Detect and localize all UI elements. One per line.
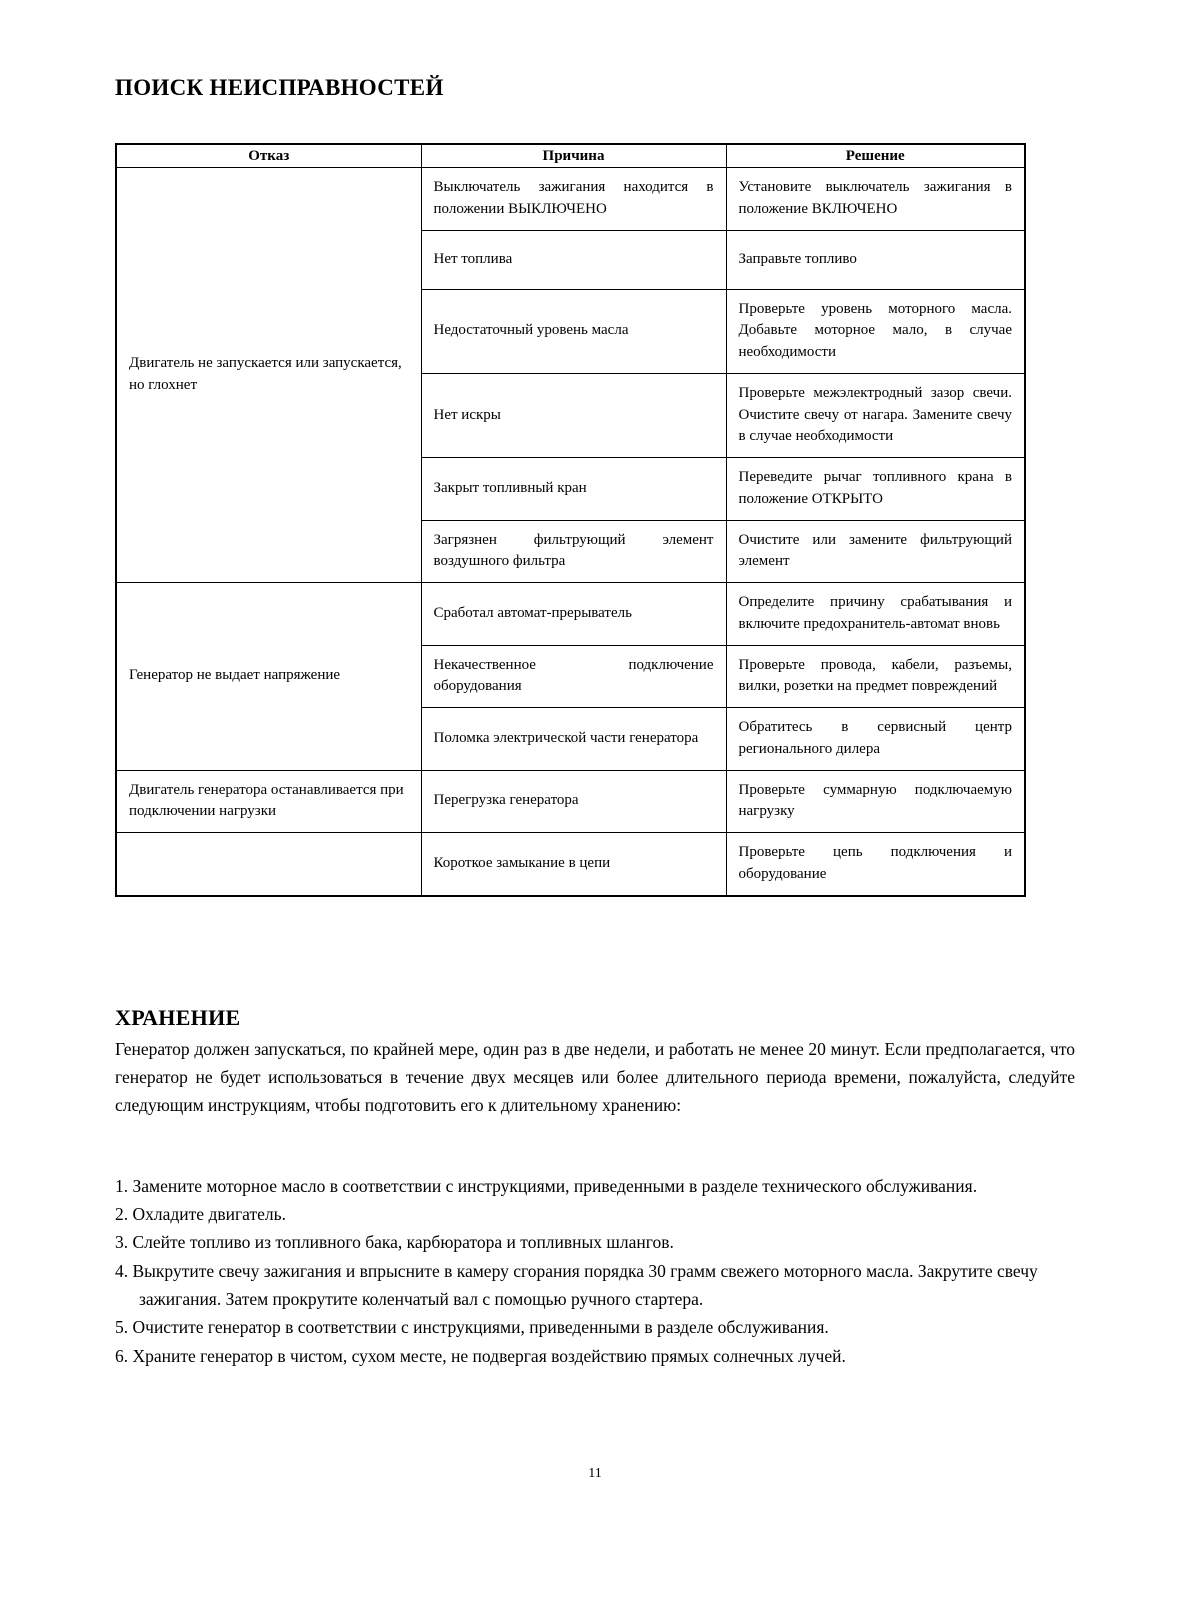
solution-cell: Очистите или замените фильтрующий элемент bbox=[726, 520, 1025, 583]
failure-cell: Генератор не выдает напряжение bbox=[116, 583, 421, 771]
cause-cell: Сработал автомат-прерыватель bbox=[421, 583, 726, 646]
storage-step-item: Слейте топливо из топливного бака, карбюратора и топливных шлангов. bbox=[132, 1232, 674, 1253]
failure-cell bbox=[116, 833, 421, 896]
solution-cell: Проверьте суммарную подключаемую нагрузку bbox=[726, 770, 1025, 833]
cause-cell: Поломка электрической части генератора bbox=[421, 708, 726, 771]
cause-cell: Короткое замыкание в цепи bbox=[421, 833, 726, 896]
cause-cell: Перегрузка генератора bbox=[421, 770, 726, 833]
cause-cell: Нет топлива bbox=[421, 230, 726, 289]
table-row bbox=[116, 833, 1025, 896]
failure-cell: Двигатель не запускается или запускается, но глохнет bbox=[116, 168, 421, 583]
storage-step-item: Храните генератор в чистом, сухом месте, не подвергая воздействию прямых солнечных лучей. bbox=[132, 1345, 846, 1366]
storage-heading: ХРАНЕНИЕ bbox=[115, 1004, 241, 1030]
solution-cell: Проверьте межэлектродный зазор свечи. Очистите свечу от нагара. Замените свечу в случае необходимости bbox=[726, 373, 1025, 457]
storage-step-item: Выкрутите свечу зажигания и впрысните в камеру сгорания порядка 30 грамм свежего моторного масла. Закрутите свечу зажигания. Затем прокрутите коленчатый вал с помощью ручного стартера. bbox=[132, 1260, 1038, 1309]
cause-cell: Некачественное подключение оборудования bbox=[421, 645, 726, 708]
solution-cell: Обратитесь в сервисный центр регионального дилера bbox=[726, 708, 1025, 771]
troubleshooting-table-body bbox=[116, 168, 1025, 896]
column-header-cause: Причина bbox=[421, 144, 726, 168]
column-header-solution: Решение bbox=[726, 144, 1025, 168]
cause-cell: Недостаточный уровень масла bbox=[421, 289, 726, 373]
failure-cell: Двигатель генератора останавливается при подключении нагрузки bbox=[116, 770, 421, 833]
solution-cell: Проверьте уровень моторного масла. Добавьте моторное мало, в случае необходимости bbox=[726, 289, 1025, 373]
cause-cell: Закрыт топливный кран bbox=[421, 458, 726, 521]
page-content bbox=[115, 0, 1075, 1370]
solution-cell: Проверьте провода, кабели, разъемы, вилки, розетки на предмет повреждений bbox=[726, 645, 1025, 708]
solution-cell: Проверьте цепь подключения и оборудование bbox=[726, 833, 1025, 896]
table-row bbox=[116, 168, 1025, 231]
storage-steps-list bbox=[115, 1172, 1075, 1370]
solution-cell: Заправьте топливо bbox=[726, 230, 1025, 289]
storage-step-item: Замените моторное масло в соответствии с инструкциями, приведенными в разделе технического обслуживания. bbox=[132, 1175, 978, 1196]
table-row bbox=[116, 770, 1025, 833]
solution-cell: Переведите рычаг топливного крана в положение ОТКРЫТО bbox=[726, 458, 1025, 521]
storage-intro-paragraph: Генератор должен запускаться, по крайней мере, один раз в две недели, и работать не менее 20 минут. Если предполагается, что генератор не будет использоваться в течение двух месяцев или более длительного периода времени, пожалуйста, следуйте следующим инструкциям, чтобы подготовить его к длительному хранению: bbox=[115, 1038, 1075, 1116]
troubleshooting-table bbox=[115, 143, 1026, 897]
page-title: ПОИСК НЕИСПРАВНОСТЕЙ bbox=[115, 75, 444, 100]
column-header-failure: Отказ bbox=[116, 144, 421, 168]
storage-step-item: Очистите генератор в соответствии с инструкциями, приведенными в разделе обслуживания. bbox=[132, 1317, 829, 1338]
solution-cell: Определите причину срабатывания и включите предохранитель-автомат вновь bbox=[726, 583, 1025, 646]
solution-cell: Установите выключатель зажигания в положение ВКЛЮЧЕНО bbox=[726, 168, 1025, 231]
storage-step-item: Охладите двигатель. bbox=[132, 1203, 286, 1224]
table-row bbox=[116, 583, 1025, 646]
table-header-row bbox=[116, 144, 1025, 168]
cause-cell: Загрязнен фильтрующий элемент воздушного фильтра bbox=[421, 520, 726, 583]
page-number: 11 bbox=[588, 1466, 602, 1481]
cause-cell: Выключатель зажигания находится в положении ВЫКЛЮЧЕНО bbox=[421, 168, 726, 231]
cause-cell: Нет искры bbox=[421, 373, 726, 457]
